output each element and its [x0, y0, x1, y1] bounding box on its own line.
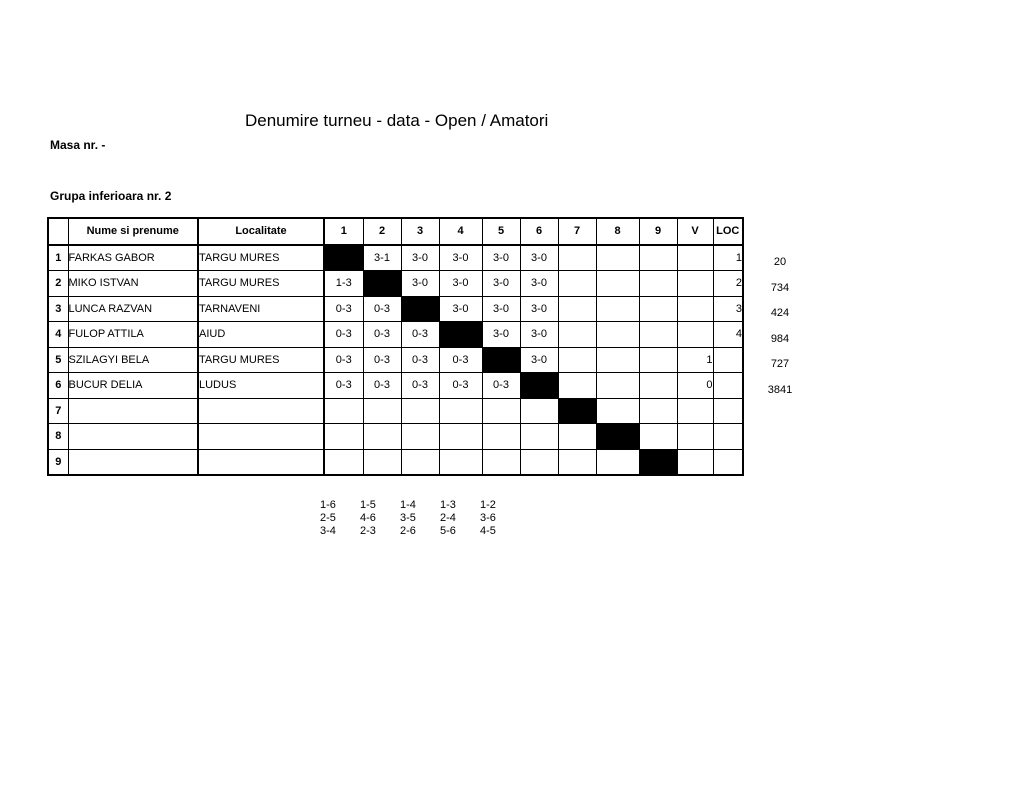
- row-number: 4: [48, 322, 68, 348]
- score-cell: 0-3: [439, 373, 482, 399]
- score-cell: [596, 322, 639, 348]
- score-cell: 0-3: [401, 322, 439, 348]
- document-title: Denumire turneu - data - Open / Amatori: [245, 111, 549, 130]
- self-match-cell: [401, 296, 439, 322]
- score-cell: 3-0: [439, 271, 482, 297]
- score-cell: 3-0: [482, 271, 520, 297]
- score-cell: [596, 296, 639, 322]
- player-name: LUNCA RAZVAN: [68, 296, 198, 322]
- score-cell: [439, 398, 482, 424]
- score-cell: [639, 373, 677, 399]
- player-locality: AIUD: [198, 322, 324, 348]
- player-name: [68, 398, 198, 424]
- score-cell: 0-3: [324, 322, 363, 348]
- score-cell: [363, 449, 401, 475]
- row-number: 6: [48, 373, 68, 399]
- score-cell: [558, 424, 596, 450]
- victories-cell: [677, 398, 713, 424]
- score-cell: [401, 449, 439, 475]
- header-col-3: 3: [401, 218, 439, 245]
- pairing-round: [400, 499, 440, 538]
- player-locality: TARGU MURES: [198, 347, 324, 373]
- score-cell: [596, 347, 639, 373]
- place-cell: 1: [713, 245, 743, 271]
- table-row: [48, 373, 743, 399]
- pairing-round: [360, 499, 400, 538]
- score-cell: 3-0: [520, 245, 558, 271]
- score-cell: 0-3: [439, 347, 482, 373]
- pairing-round: [320, 499, 360, 538]
- score-cell: 3-0: [482, 322, 520, 348]
- self-match-cell: [596, 424, 639, 450]
- pairing: 4-6: [360, 512, 376, 524]
- pairings-schedule: [320, 499, 520, 538]
- score-cell: [639, 322, 677, 348]
- pairing: 2-5: [320, 512, 336, 524]
- score-cell: [558, 373, 596, 399]
- self-match-cell: [520, 373, 558, 399]
- side-number: 734: [770, 281, 790, 294]
- score-cell: 0-3: [363, 296, 401, 322]
- score-cell: [363, 398, 401, 424]
- side-number: 3841: [767, 383, 793, 396]
- pairing-round: [440, 499, 480, 538]
- pairing: 1-5: [360, 499, 376, 511]
- row-number: 3: [48, 296, 68, 322]
- pairing: 3-5: [400, 512, 416, 524]
- player-locality: LUDUS: [198, 373, 324, 399]
- score-cell: 3-1: [363, 245, 401, 271]
- score-cell: 3-0: [520, 322, 558, 348]
- header-col-9: 9: [639, 218, 677, 245]
- player-name: [68, 424, 198, 450]
- player-locality: TARGU MURES: [198, 245, 324, 271]
- score-cell: [324, 424, 363, 450]
- place-cell: [713, 424, 743, 450]
- victories-cell: [677, 296, 713, 322]
- place-cell: 2: [713, 271, 743, 297]
- score-cell: [639, 424, 677, 450]
- player-name: FARKAS GABOR: [68, 245, 198, 271]
- table-row: [48, 296, 743, 322]
- table-header-row: [48, 218, 743, 245]
- table-row: [48, 271, 743, 297]
- score-cell: [401, 398, 439, 424]
- header-name: Nume si prenume: [68, 218, 198, 245]
- score-cell: [558, 271, 596, 297]
- victories-cell: [677, 271, 713, 297]
- place-cell: [713, 347, 743, 373]
- victories-cell: [677, 245, 713, 271]
- score-cell: [639, 271, 677, 297]
- score-cell: [596, 373, 639, 399]
- score-cell: 3-0: [401, 271, 439, 297]
- self-match-cell: [558, 398, 596, 424]
- pairing: 1-4: [400, 499, 416, 511]
- header-col-1: 1: [324, 218, 363, 245]
- self-match-cell: [324, 245, 363, 271]
- self-match-cell: [363, 271, 401, 297]
- player-name: MIKO ISTVAN: [68, 271, 198, 297]
- row-number: 1: [48, 245, 68, 271]
- place-cell: [713, 449, 743, 475]
- score-cell: [639, 296, 677, 322]
- player-locality: [198, 398, 324, 424]
- score-cell: [639, 398, 677, 424]
- player-name: SZILAGYI BELA: [68, 347, 198, 373]
- self-match-cell: [439, 322, 482, 348]
- place-cell: [713, 373, 743, 399]
- score-cell: 0-3: [363, 347, 401, 373]
- table-row: [48, 424, 743, 450]
- results-table: [47, 217, 744, 476]
- score-cell: 1-3: [324, 271, 363, 297]
- side-number: 424: [770, 307, 790, 319]
- score-cell: 3-0: [520, 296, 558, 322]
- side-number: 984: [770, 332, 790, 345]
- header-col-2: 2: [363, 218, 401, 245]
- pairing-round: [480, 499, 520, 538]
- score-cell: [639, 347, 677, 373]
- score-cell: 3-0: [439, 296, 482, 322]
- header-col-4: 4: [439, 218, 482, 245]
- score-cell: [558, 347, 596, 373]
- score-cell: [520, 424, 558, 450]
- score-cell: 0-3: [363, 322, 401, 348]
- player-name: BUCUR DELIA: [68, 373, 198, 399]
- place-cell: [713, 398, 743, 424]
- score-cell: [558, 322, 596, 348]
- pairing: 3-4: [320, 525, 336, 537]
- score-cell: 3-0: [439, 245, 482, 271]
- score-cell: [439, 424, 482, 450]
- score-cell: [520, 449, 558, 475]
- score-cell: [482, 398, 520, 424]
- player-locality: TARNAVENI: [198, 296, 324, 322]
- score-cell: [324, 449, 363, 475]
- score-cell: [439, 449, 482, 475]
- side-number: 20: [773, 256, 787, 268]
- row-number: 8: [48, 424, 68, 450]
- score-cell: 0-3: [363, 373, 401, 399]
- header-col-6: 6: [520, 218, 558, 245]
- score-cell: [482, 424, 520, 450]
- score-cell: [596, 398, 639, 424]
- self-match-cell: [639, 449, 677, 475]
- score-cell: 0-3: [324, 347, 363, 373]
- player-locality: [198, 424, 324, 450]
- self-match-cell: [482, 347, 520, 373]
- pairing: 1-2: [480, 499, 496, 511]
- score-cell: 3-0: [520, 347, 558, 373]
- score-cell: [596, 449, 639, 475]
- table-row: [48, 449, 743, 475]
- victories-cell: [677, 449, 713, 475]
- pairing: 1-6: [320, 499, 336, 511]
- score-cell: 0-3: [324, 373, 363, 399]
- score-cell: 0-3: [401, 347, 439, 373]
- score-cell: [363, 424, 401, 450]
- row-number: 5: [48, 347, 68, 373]
- score-cell: [558, 245, 596, 271]
- victories-cell: [677, 424, 713, 450]
- player-name: FULOP ATTILA: [68, 322, 198, 348]
- table-row: [48, 322, 743, 348]
- player-locality: TARGU MURES: [198, 271, 324, 297]
- score-cell: 3-0: [482, 296, 520, 322]
- score-cell: [639, 245, 677, 271]
- header-col-7: 7: [558, 218, 596, 245]
- score-cell: [520, 398, 558, 424]
- pairing: 2-4: [440, 512, 456, 524]
- victories-cell: 1: [677, 347, 713, 373]
- table-row: [48, 245, 743, 271]
- score-cell: [558, 296, 596, 322]
- score-cell: 3-0: [401, 245, 439, 271]
- score-cell: [596, 245, 639, 271]
- table-row: [48, 398, 743, 424]
- pairing: 3-6: [480, 512, 496, 524]
- player-locality: [198, 449, 324, 475]
- header-cell: [48, 218, 68, 245]
- score-cell: [596, 271, 639, 297]
- table-row: [48, 347, 743, 373]
- header-victories: V: [677, 218, 713, 245]
- victories-cell: 0: [677, 373, 713, 399]
- side-numbers: [760, 254, 800, 407]
- score-cell: 0-3: [324, 296, 363, 322]
- pairing: 1-3: [440, 499, 456, 511]
- row-number: 7: [48, 398, 68, 424]
- victories-cell: [677, 322, 713, 348]
- score-cell: 3-0: [482, 245, 520, 271]
- row-number: 9: [48, 449, 68, 475]
- side-number: 727: [770, 358, 790, 370]
- score-cell: 0-3: [401, 373, 439, 399]
- header-place: LOC: [713, 218, 743, 245]
- score-cell: 3-0: [520, 271, 558, 297]
- score-cell: [558, 449, 596, 475]
- score-cell: [482, 449, 520, 475]
- score-cell: [401, 424, 439, 450]
- pairing: 4-5: [480, 525, 496, 537]
- table-number-label: Masa nr. -: [50, 138, 106, 152]
- pairing: 2-3: [360, 525, 376, 537]
- row-number: 2: [48, 271, 68, 297]
- score-cell: 0-3: [482, 373, 520, 399]
- player-name: [68, 449, 198, 475]
- header-col-5: 5: [482, 218, 520, 245]
- header-col-8: 8: [596, 218, 639, 245]
- place-cell: 3: [713, 296, 743, 322]
- header-locality: Localitate: [198, 218, 324, 245]
- score-cell: [324, 398, 363, 424]
- group-label: Grupa inferioara nr. 2: [50, 189, 172, 203]
- place-cell: 4: [713, 322, 743, 348]
- pairing: 2-6: [400, 525, 416, 537]
- pairing: 5-6: [440, 525, 456, 537]
